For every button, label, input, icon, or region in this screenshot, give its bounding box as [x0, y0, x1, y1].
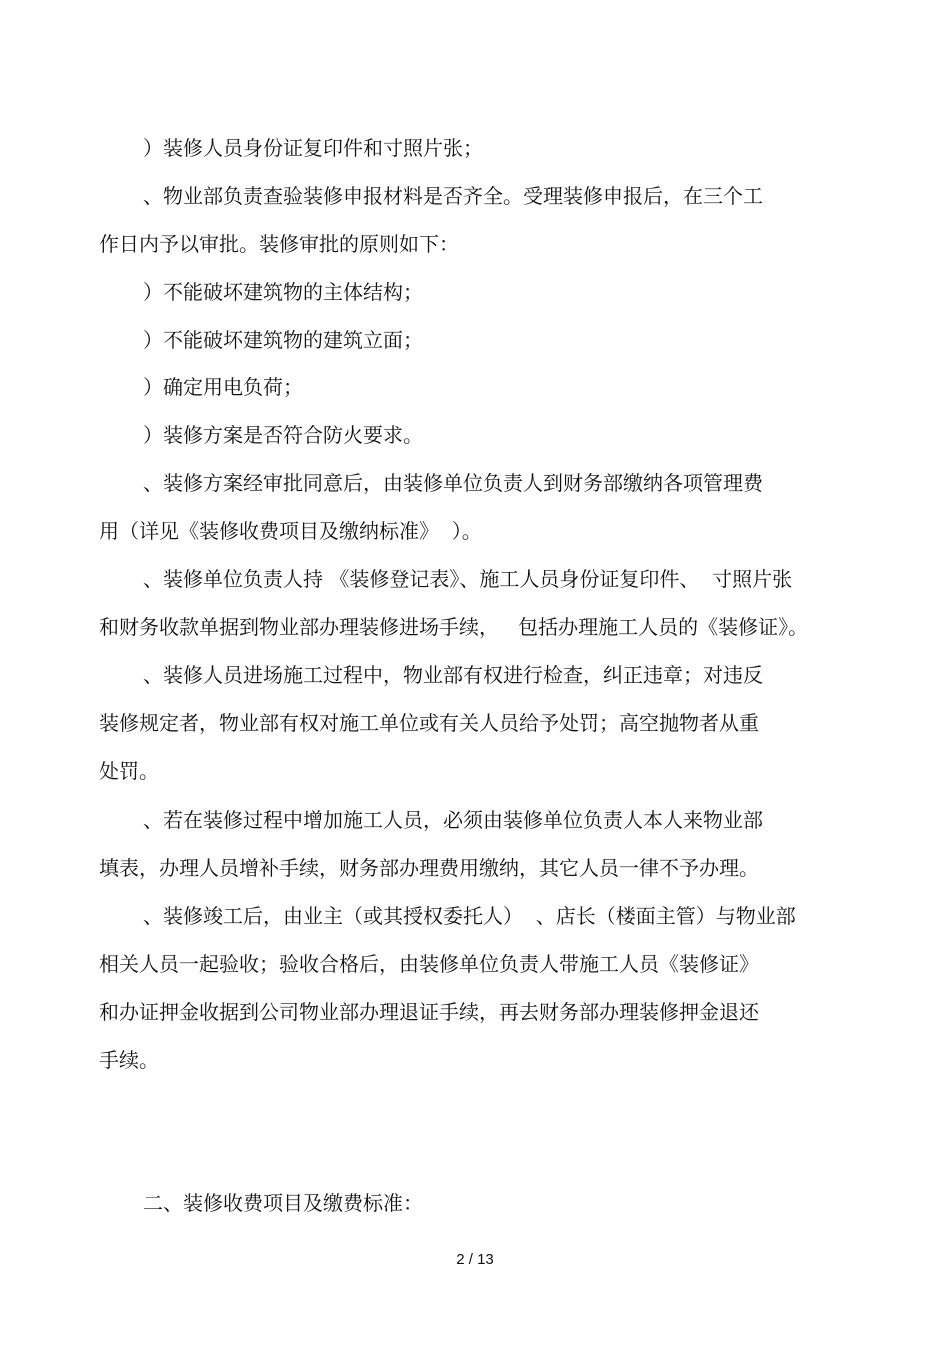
text-line: ）不能破坏建筑物的主体结构；: [143, 280, 423, 304]
text-line: 和财务收款单据到物业部办理装修进场手续， 包括办理施工人员的《装修证》。: [99, 615, 809, 639]
text-line: ）确定用电负荷；: [143, 375, 303, 399]
section-heading: 二、装修收费项目及缴费标准：: [143, 1191, 423, 1215]
text-line: 手续。: [99, 1048, 159, 1072]
text-line: 、装修单位负责人持 《装修登记表》、施工人员身份证复印件、 寸照片张: [143, 567, 793, 591]
page-number: 2 / 13: [456, 1251, 494, 1268]
text-line: ）装修人员身份证复印件和寸照片张；: [143, 136, 483, 160]
text-line: 、装修竣工后，由业主（或其授权委托人） 、店长（楼面主管）与物业部: [143, 904, 796, 928]
text-line: 、物业部负责查验装修申报材料是否齐全。受理装修申报后，在三个工: [143, 184, 763, 208]
text-line: 、装修人员进场施工过程中，物业部有权进行检查，纠正违章；对违反: [143, 663, 763, 687]
text-line: 相关人员一起验收；验收合格后，由装修单位负责人带施工人员《装修证》: [99, 952, 759, 976]
text-line: 作日内予以审批。装修审批的原则如下：: [99, 232, 459, 256]
text-line: 、装修方案经审批同意后，由装修单位负责人到财务部缴纳各项管理费: [143, 471, 763, 495]
text-line: 和办证押金收据到公司物业部办理退证手续，再去财务部办理装修押金退还: [99, 1000, 759, 1024]
text-line: ）不能破坏建筑物的建筑立面；: [143, 328, 423, 352]
text-line: 、若在装修过程中增加施工人员，必须由装修单位负责人本人来物业部: [143, 808, 763, 832]
text-line: 用（详见《装修收费项目及缴纳标准》 ）。: [99, 519, 482, 543]
text-line: 装修规定者，物业部有权对施工单位或有关人员给予处罚；高空抛物者从重: [99, 711, 759, 735]
text-line: 填表，办理人员增补手续，财务部办理费用缴纳，其它人员一律不予办理。: [99, 856, 759, 880]
text-line: ）装修方案是否符合防火要求。: [143, 423, 423, 447]
text-line: 处罚。: [99, 759, 159, 783]
